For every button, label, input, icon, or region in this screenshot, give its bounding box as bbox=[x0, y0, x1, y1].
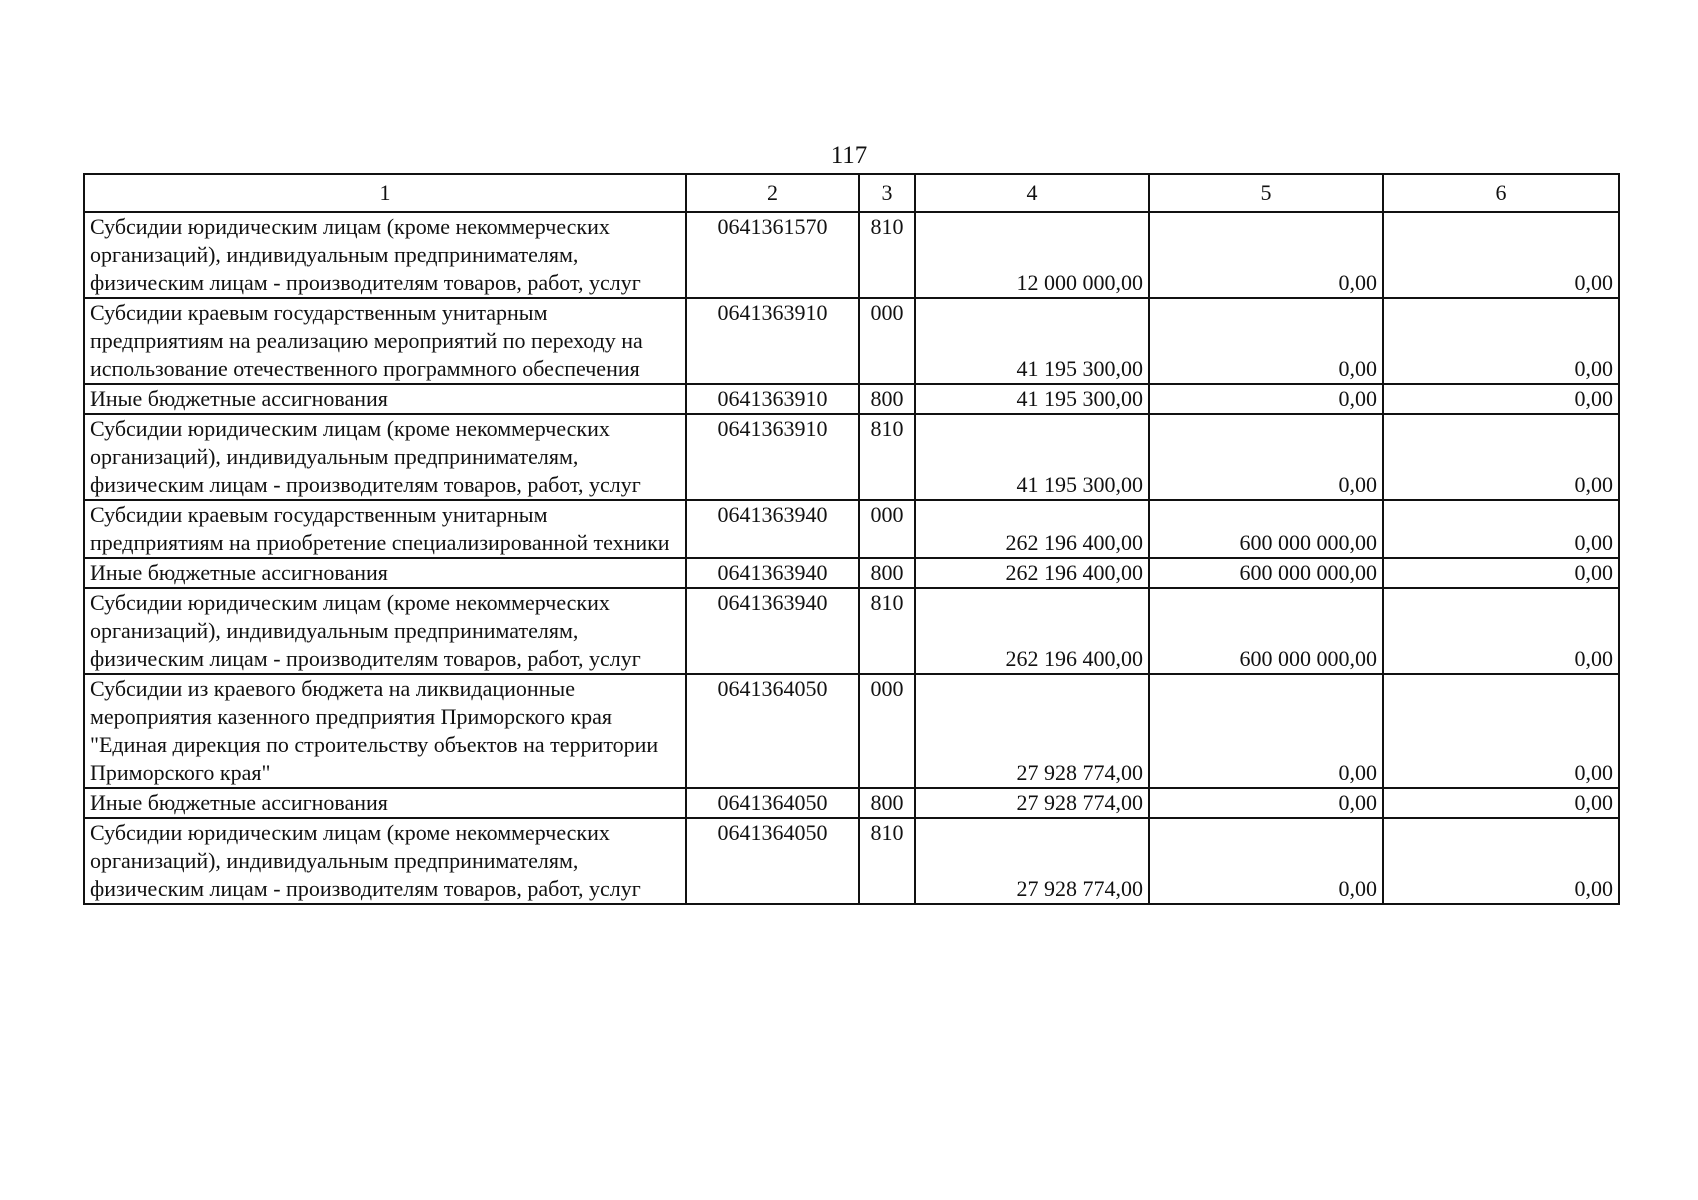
row-type: 000 bbox=[859, 500, 915, 558]
row-type: 800 bbox=[859, 384, 915, 414]
table-row bbox=[84, 384, 1619, 414]
row-amount-col6: 0,00 bbox=[1383, 558, 1619, 588]
row-type: 000 bbox=[859, 298, 915, 384]
row-amount-col4: 27 928 774,00 bbox=[915, 818, 1149, 904]
row-type: 810 bbox=[859, 818, 915, 904]
row-amount-col4: 41 195 300,00 bbox=[915, 298, 1149, 384]
row-amount-col6: 0,00 bbox=[1383, 212, 1619, 298]
row-amount-col5: 600 000 000,00 bbox=[1149, 500, 1383, 558]
table-row bbox=[84, 298, 1619, 384]
row-amount-col5: 600 000 000,00 bbox=[1149, 588, 1383, 674]
row-amount-col6: 0,00 bbox=[1383, 500, 1619, 558]
header-row bbox=[84, 174, 1619, 212]
row-amount-col6: 0,00 bbox=[1383, 788, 1619, 818]
row-name: Субсидии юридическим лицам (кроме некоммерческих организаций), индивидуальным предпринимателям, физическим лицам - производителям товаров, работ, услуг bbox=[84, 212, 686, 298]
row-amount-col4: 41 195 300,00 bbox=[915, 414, 1149, 500]
row-amount-col4: 262 196 400,00 bbox=[915, 558, 1149, 588]
row-name: Субсидии юридическим лицам (кроме некоммерческих организаций), индивидуальным предпринимателям, физическим лицам - производителям товаров, работ, услуг bbox=[84, 414, 686, 500]
column-header-4: 4 bbox=[915, 174, 1149, 212]
row-amount-col5: 0,00 bbox=[1149, 384, 1383, 414]
column-header-5: 5 bbox=[1149, 174, 1383, 212]
row-code: 0641363910 bbox=[686, 414, 859, 500]
row-amount-col4: 262 196 400,00 bbox=[915, 588, 1149, 674]
row-type: 810 bbox=[859, 414, 915, 500]
row-type: 800 bbox=[859, 788, 915, 818]
row-type: 810 bbox=[859, 588, 915, 674]
row-amount-col4: 41 195 300,00 bbox=[915, 384, 1149, 414]
row-code: 0641363940 bbox=[686, 588, 859, 674]
column-header-2: 2 bbox=[686, 174, 859, 212]
row-code: 0641364050 bbox=[686, 788, 859, 818]
row-name: Субсидии юридическим лицам (кроме некоммерческих организаций), индивидуальным предпринимателям, физическим лицам - производителям товаров, работ, услуг bbox=[84, 588, 686, 674]
column-header-3: 3 bbox=[859, 174, 915, 212]
row-amount-col5: 0,00 bbox=[1149, 818, 1383, 904]
row-type: 000 bbox=[859, 674, 915, 788]
table-row bbox=[84, 674, 1619, 788]
row-amount-col5: 0,00 bbox=[1149, 788, 1383, 818]
row-type: 800 bbox=[859, 558, 915, 588]
table-row bbox=[84, 414, 1619, 500]
row-name: Субсидии из краевого бюджета на ликвидационные мероприятия казенного предприятия Приморского края "Единая дирекция по строительству объектов на территории Приморского края" bbox=[84, 674, 686, 788]
budget-table bbox=[83, 173, 1620, 905]
row-amount-col5: 600 000 000,00 bbox=[1149, 558, 1383, 588]
row-amount-col5: 0,00 bbox=[1149, 298, 1383, 384]
column-header-1: 1 bbox=[84, 174, 686, 212]
page-number: 117 bbox=[830, 142, 868, 169]
row-code: 0641361570 bbox=[686, 212, 859, 298]
row-amount-col6: 0,00 bbox=[1383, 818, 1619, 904]
row-code: 0641363940 bbox=[686, 558, 859, 588]
table-row bbox=[84, 558, 1619, 588]
row-name: Иные бюджетные ассигнования bbox=[84, 558, 686, 588]
row-name: Субсидии краевым государственным унитарным предприятиям на реализацию мероприятий по переходу на использование отечественного программного обеспечения bbox=[84, 298, 686, 384]
row-amount-col5: 0,00 bbox=[1149, 212, 1383, 298]
row-code: 0641363910 bbox=[686, 384, 859, 414]
row-name: Иные бюджетные ассигнования bbox=[84, 788, 686, 818]
row-amount-col6: 0,00 bbox=[1383, 588, 1619, 674]
row-name: Субсидии краевым государственным унитарным предприятиям на приобретение специализированной техники bbox=[84, 500, 686, 558]
row-name: Субсидии юридическим лицам (кроме некоммерческих организаций), индивидуальным предпринимателям, физическим лицам - производителям товаров, работ, услуг bbox=[84, 818, 686, 904]
row-amount-col4: 27 928 774,00 bbox=[915, 674, 1149, 788]
table-row bbox=[84, 788, 1619, 818]
row-amount-col6: 0,00 bbox=[1383, 384, 1619, 414]
row-amount-col5: 0,00 bbox=[1149, 674, 1383, 788]
row-code: 0641364050 bbox=[686, 818, 859, 904]
row-amount-col4: 12 000 000,00 bbox=[915, 212, 1149, 298]
row-amount-col4: 262 196 400,00 bbox=[915, 500, 1149, 558]
column-header-6: 6 bbox=[1383, 174, 1619, 212]
row-amount-col6: 0,00 bbox=[1383, 414, 1619, 500]
table-row bbox=[84, 212, 1619, 298]
row-code: 0641363940 bbox=[686, 500, 859, 558]
row-amount-col5: 0,00 bbox=[1149, 414, 1383, 500]
table-row bbox=[84, 500, 1619, 558]
row-amount-col6: 0,00 bbox=[1383, 674, 1619, 788]
row-code: 0641364050 bbox=[686, 674, 859, 788]
row-code: 0641363910 bbox=[686, 298, 859, 384]
row-name: Иные бюджетные ассигнования bbox=[84, 384, 686, 414]
row-amount-col6: 0,00 bbox=[1383, 298, 1619, 384]
row-amount-col4: 27 928 774,00 bbox=[915, 788, 1149, 818]
table-row bbox=[84, 818, 1619, 904]
table-row bbox=[84, 588, 1619, 674]
row-type: 810 bbox=[859, 212, 915, 298]
